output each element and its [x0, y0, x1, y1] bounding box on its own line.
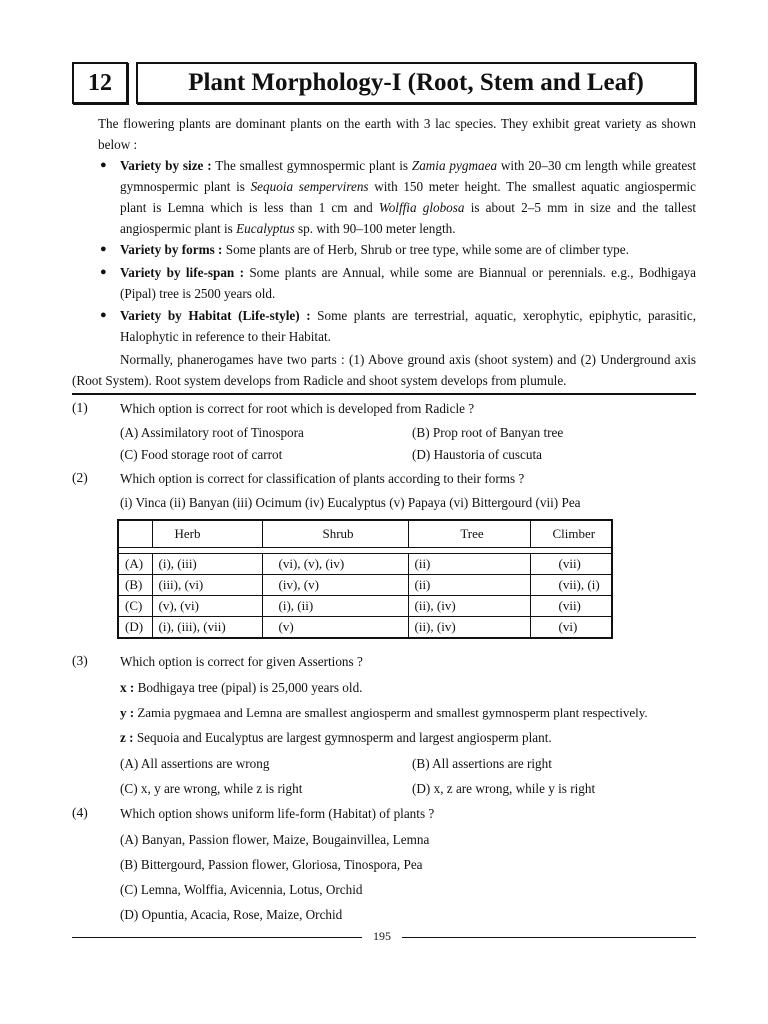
option-d: (D) Haustoria of cuscuta — [412, 447, 542, 462]
question-text: Which option shows uniform life-form (Habitat) of plants ? — [120, 806, 435, 821]
section-divider — [72, 393, 696, 395]
assertion-label: y : — [120, 705, 135, 720]
chapter-number-box — [72, 62, 128, 104]
bullet-text: Some plants are terrestrial, aquatic, xerophytic, epiphytic, parasitic, Halophytic in reference to their Habitat. — [120, 308, 697, 344]
closing-paragraph — [72, 349, 696, 391]
chapter-title: Plant Morphology-I (Root, Stem and Leaf) — [188, 69, 644, 96]
bullet-forms — [120, 239, 696, 260]
page-number: 195 — [373, 929, 391, 943]
bullet-text: with 20–30 cm length while greatest gymnospermic plant is — [120, 158, 696, 194]
table-cell: (B) — [118, 575, 152, 596]
table-cell: (i), (iii) — [152, 554, 262, 575]
table-cell: (ii) — [408, 554, 530, 575]
table-header-cell: Shrub — [262, 520, 408, 548]
option-a: (A) Assimilatory root of Tinospora — [120, 425, 304, 440]
bullet-text: with 150 meter height. The smallest aquatic angiospermic plant is Lemna which is less than 1 cm and — [120, 179, 697, 215]
table-cell: (C) — [118, 596, 152, 617]
bullet-habitat — [120, 305, 696, 347]
option-c: (C) Lemna, Wolffia, Avicennia, Lotus, Orchid — [120, 882, 363, 897]
table-cell: (vii), (i) — [530, 575, 612, 596]
table-row — [118, 596, 612, 617]
table-cell: (i), (iii), (vii) — [152, 617, 262, 639]
species-name: Wolffia globosa — [378, 200, 465, 215]
table-row — [118, 575, 612, 596]
table-cell: (iii), (vi) — [152, 575, 262, 596]
table-cell: (vi), (v), (iv) — [262, 554, 408, 575]
table-header-cell — [118, 520, 152, 548]
option-c: (C) Food storage root of carrot — [120, 447, 283, 462]
classification-table — [117, 519, 613, 639]
species-name: Sequoia sempervirens — [250, 179, 369, 194]
assertion-label: z : — [120, 730, 134, 745]
table-cell: (ii), (iv) — [408, 617, 530, 639]
table-cell: (i), (ii) — [262, 596, 408, 617]
assertion-text: Sequoia and Eucalyptus are largest gymnosperm and largest angiosperm plant. — [136, 730, 552, 745]
question-number: (4) — [72, 805, 88, 820]
table-row — [118, 617, 612, 639]
question-text: Which option is correct for given Assertions ? — [120, 654, 363, 669]
bullet-dot: ● — [100, 243, 107, 255]
bullet-label: Variety by Habitat (Life-style) : — [120, 308, 311, 323]
bullet-text: sp. with 90–100 meter length. — [294, 221, 456, 236]
question-number: (1) — [72, 400, 88, 415]
table-header-cell: Tree — [408, 520, 530, 548]
bullet-label: Variety by forms : — [120, 242, 223, 257]
table-row — [118, 554, 612, 575]
table-cell: (ii), (iv) — [408, 596, 530, 617]
assertion-z — [120, 730, 552, 746]
option-b: (B) Bittergourd, Passion flower, Gloriosa, Tinospora, Pea — [120, 857, 423, 872]
option-a: (A) All assertions are wrong — [120, 756, 270, 771]
closing-text: Normally, phanerogames have two parts : (1) Above ground axis (shoot system) and (2) Underground axis (Root System). Root system develops from Radicle and shoot system develops from plumule. — [72, 352, 696, 388]
table-cell: (D) — [118, 617, 152, 639]
table-cell: (vi) — [530, 617, 612, 639]
assertion-label: x : — [120, 680, 135, 695]
table-cell: (vii) — [530, 596, 612, 617]
question-number: (2) — [72, 470, 88, 485]
bullet-text: Some plants are of Herb, Shrub or tree type, while some are of climber type. — [225, 242, 629, 257]
table-header-cell: Climber — [530, 520, 612, 548]
bullet-dot: ● — [100, 159, 107, 171]
question-subtext: (i) Vinca (ii) Banyan (iii) Ocimum (iv) Eucalyptus (v) Papaya (vi) Bittergourd (vii) Pea — [120, 495, 581, 510]
bullet-dot: ● — [100, 266, 107, 278]
table-cell: (ii) — [408, 575, 530, 596]
option-b: (B) Prop root of Banyan tree — [412, 425, 564, 440]
option-d: (D) x, z are wrong, while y is right — [412, 781, 596, 796]
bullet-label: Variety by size : — [120, 158, 212, 173]
table-header-row — [118, 520, 612, 548]
bullet-label: Variety by life-span : — [120, 265, 244, 280]
chapter-title-box — [136, 62, 696, 104]
question-text: Which option is correct for root which is developed from Radicle ? — [120, 401, 475, 416]
intro-paragraph — [98, 113, 696, 155]
table-header-cell: Herb — [152, 520, 262, 548]
bullet-text: is about 2–5 mm in size and the tallest angiospermic plant is — [120, 200, 696, 236]
bullet-lifespan — [120, 262, 696, 304]
bullet-size — [120, 155, 696, 239]
assertion-y — [120, 705, 700, 721]
footer-rule-right — [402, 937, 696, 938]
footer-rule-left — [72, 937, 362, 938]
chapter-number: 12 — [88, 69, 112, 96]
table-cell: (vii) — [530, 554, 612, 575]
table-cell: (A) — [118, 554, 152, 575]
question-number: (3) — [72, 653, 88, 668]
bullet-dot: ● — [100, 309, 107, 321]
assertion-text: Zamia pygmaea and Lemna are smallest angiosperm and smallest gymnosperm plant respectively. — [137, 705, 648, 720]
table-cell: (v) — [262, 617, 408, 639]
question-text: Which option is correct for classification of plants according to their forms ? — [120, 471, 525, 486]
species-name: Eucalyptus — [236, 221, 295, 236]
bullet-text: The smallest gymnospermic plant is — [215, 158, 412, 173]
assertion-x — [120, 680, 362, 696]
option-b: (B) All assertions are right — [412, 756, 552, 771]
option-c: (C) x, y are wrong, while z is right — [120, 781, 303, 796]
table-cell: (v), (vi) — [152, 596, 262, 617]
bullet-text: Some plants are Annual, while some are Biannual or perennials. e.g., Bodhigaya (Pipal) tree is 2500 years old. — [120, 265, 696, 301]
option-d: (D) Opuntia, Acacia, Rose, Maize, Orchid — [120, 907, 343, 922]
assertion-text: Bodhigaya tree (pipal) is 25,000 years old. — [137, 680, 363, 695]
option-a: (A) Banyan, Passion flower, Maize, Bougainvillea, Lemna — [120, 832, 430, 847]
table-cell: (iv), (v) — [262, 575, 408, 596]
intro-text: The flowering plants are dominant plants on the earth with 3 lac species. They exhibit great variety as shown below : — [98, 116, 696, 152]
species-name: Zamia pygmaea — [411, 158, 498, 173]
